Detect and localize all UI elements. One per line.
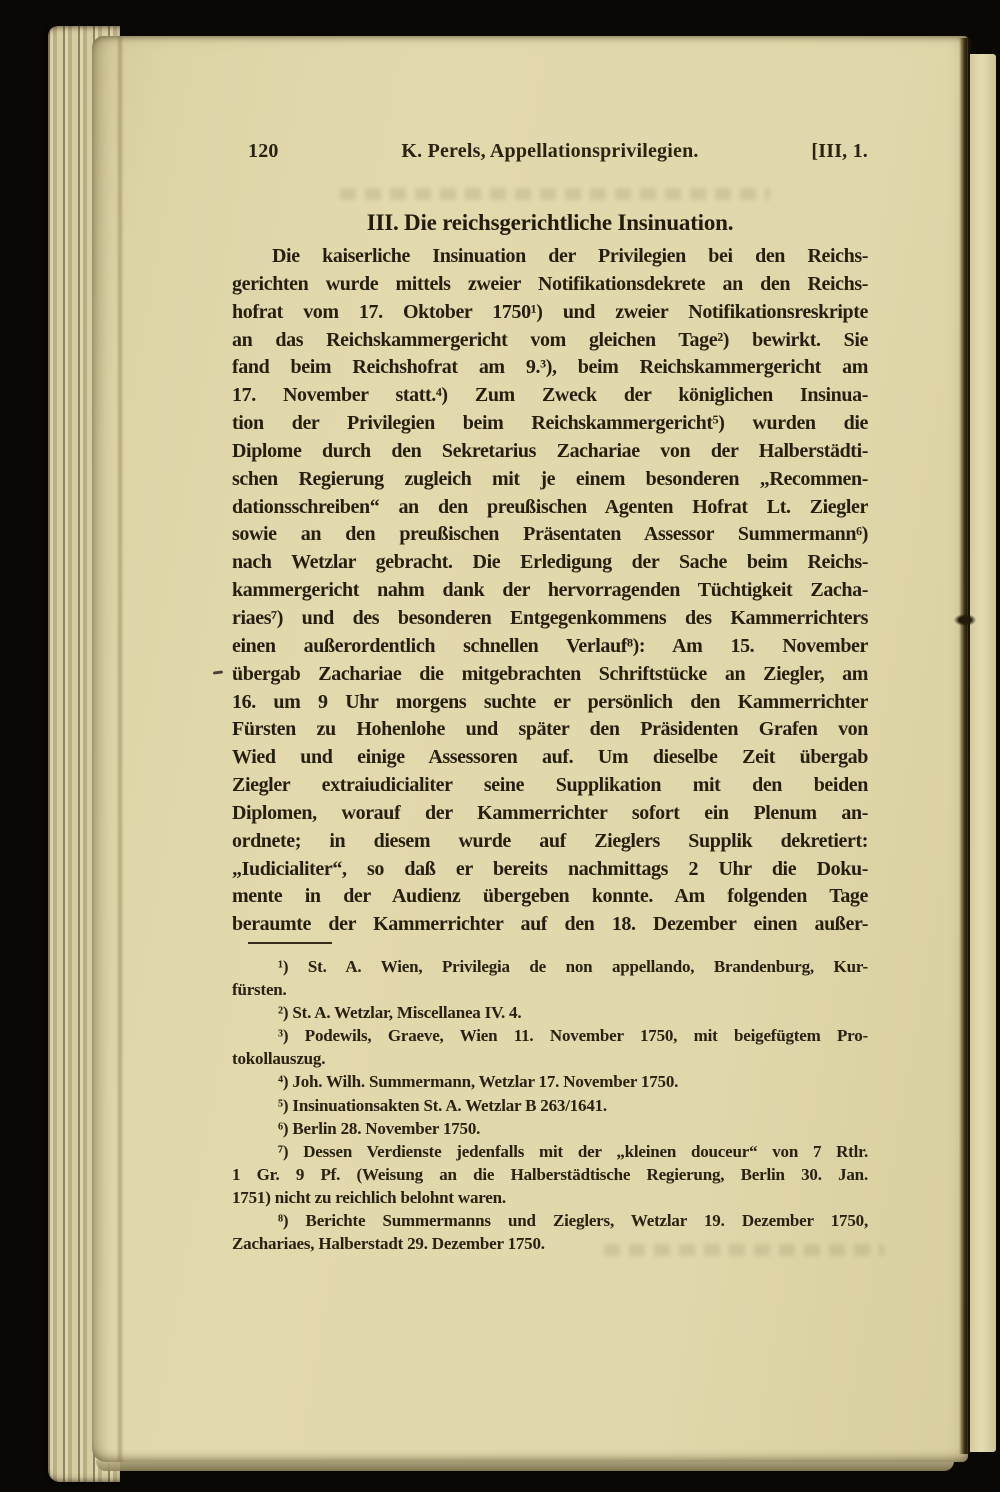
body-text-line: hofrat vom 17. Oktober 1750¹) und zweier Notifikationsreskripte xyxy=(232,300,868,323)
body-text-line: kammergericht nahm dank der hervorragenden Tüchtigkeit Zacha- xyxy=(232,579,868,602)
body-text-line: Die kaiserliche Insinuation der Privilegien bei den Reichs- xyxy=(272,245,868,267)
footnote-line: ⁸) Berichte Summermanns und Zieglers, Wetzlar 19. Dezember 1750, xyxy=(278,1211,868,1231)
footnotes xyxy=(232,955,868,1255)
footnote-line: tokollauszug. xyxy=(232,1049,326,1069)
footnote-line: ⁵) Insinuationsakten St. A. Wetzlar B 263/1641. xyxy=(278,1095,607,1115)
page-header xyxy=(232,140,868,168)
body-text xyxy=(232,243,868,939)
body-text-line: Diplome durch den Sekretarius Zachariae von der Halberstädti- xyxy=(232,439,868,462)
footnote-line: ²) St. A. Wetzlar, Miscellanea IV. 4. xyxy=(278,1003,522,1023)
body-text-line: dationsschreiben“ an den preußischen Agenten Hofrat Lt. Ziegler xyxy=(232,495,868,518)
section-heading: III. Die reichsgerichtliche Insinuation. xyxy=(366,210,734,235)
footnote-line: 1751) nicht zu reichlich belohnt waren. xyxy=(232,1187,506,1207)
body-text-line: gerichten wurde mittels zweier Notifikationsdekrete an den Reichs- xyxy=(232,272,868,295)
body-text-line: sowie an den preußischen Präsentaten Assessor Summermann⁶) xyxy=(232,523,868,546)
footnote-line: ¹) St. A. Wien, Privilegia de non appellando, Brandenburg, Kur- xyxy=(278,957,868,976)
footnote-line: ³) Podewils, Graeve, Wien 11. November 1750, mit beigefügtem Pro- xyxy=(278,1026,868,1046)
body-text-line: einen außerordentlich schnellen Verlauf⁸): Am 15. November xyxy=(232,634,868,657)
body-text-line: Wied und einige Assessoren auf. Um dieselbe Zeit übergab xyxy=(232,746,868,769)
body-text-line: nach Wetzlar gebracht. Die Erledigung der Sache beim Reichs- xyxy=(232,551,868,574)
body-text-line: tion der Privilegien beim Reichskammergericht⁵) wurden die xyxy=(232,412,868,435)
body-text-line: übergab Zachariae die mitgebrachten Schriftstücke an Ziegler, am xyxy=(232,662,868,685)
body-text-line: ordnete; in diesem wurde auf Zieglers Supplik dekretiert: xyxy=(232,829,868,852)
next-page-edge xyxy=(970,54,996,1452)
body-text-line: fand beim Reichshofrat am 9.³), beim Reichskammergericht am xyxy=(232,356,868,379)
footnote-line: fürsten. xyxy=(232,980,287,1000)
body-text-line: riaes⁷) und des besonderen Entgegenkommens des Kammerrichters xyxy=(232,606,868,629)
page-number: 120 xyxy=(248,140,279,162)
body-text-line: beraumte der Kammerrichter auf den 18. Dezember einen außer- xyxy=(232,913,868,936)
stray-ink-mark xyxy=(213,670,223,674)
body-text-line: mente in der Audienz übergeben konnte. Am folgenden Tage xyxy=(232,885,868,908)
book-page xyxy=(92,36,968,1462)
ink-bleedthrough xyxy=(340,188,770,200)
body-text-line: Diplomen, worauf der Kammerrichter sofort ein Plenum an- xyxy=(232,801,868,824)
body-text-line: 17. November statt.⁴) Zum Zweck der königlichen Insinua- xyxy=(232,384,868,407)
body-text-line: „Iudicialiter“, so daß er bereits nachmittags 2 Uhr die Doku- xyxy=(232,857,868,880)
body-text-line: 16. um 9 Uhr morgens suchte er persönlich den Kammerrichter xyxy=(232,690,868,713)
footnote-line: ⁶) Berlin 28. November 1750. xyxy=(278,1118,481,1138)
footnote-separator xyxy=(248,942,332,944)
body-text-line: an das Reichskammergericht vom gleichen Tage²) bewirkt. Sie xyxy=(232,328,868,351)
footnote-line: ⁷) Dessen Verdienste jedenfalls mit der „kleinen douceur“ von 7 Rtlr. xyxy=(278,1141,868,1161)
body-text-line: Ziegler extraiudicialiter seine Supplikation mit den beiden xyxy=(232,774,868,797)
gutter-notch xyxy=(954,614,976,626)
running-title: K. Perels, Appellationsprivilegien. xyxy=(401,140,699,162)
footnote-line: 1 Gr. 9 Pf. (Weisung an die Halberstädtische Regierung, Berlin 30. Jan. xyxy=(232,1164,868,1184)
body-text-line: Fürsten zu Hohenlohe und später den Präsidenten Grafen von xyxy=(232,718,868,741)
body-text-line: schen Regierung zugleich mit je einem besonderen „Recommen- xyxy=(232,467,868,490)
footnote-line: Zachariaes, Halberstadt 29. Dezember 1750. xyxy=(232,1234,545,1254)
volume-reference: [III, 1. xyxy=(811,140,868,162)
footnote-line: ⁴) Joh. Wilh. Summermann, Wetzlar 17. November 1750. xyxy=(278,1072,679,1092)
